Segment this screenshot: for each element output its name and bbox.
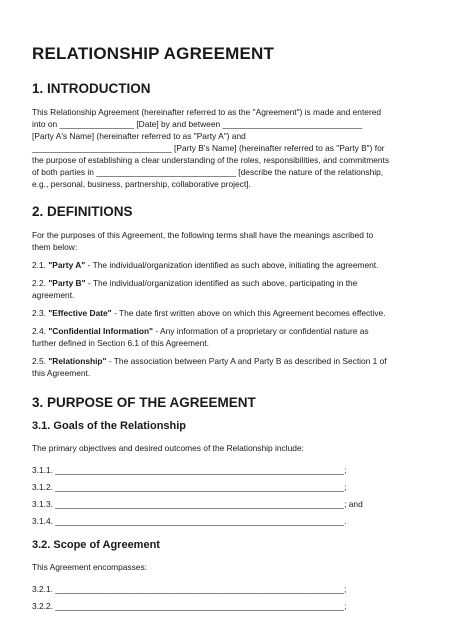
goal-number: 3.1.4. <box>32 516 53 526</box>
definition-number: 2.1. <box>32 260 46 270</box>
scope-number: 3.2.2. <box>32 601 53 611</box>
definition-line <box>32 277 442 289</box>
scope-item <box>32 600 442 612</box>
definition-number: 2.2. <box>32 278 46 288</box>
definition-number: 2.5. <box>32 356 46 366</box>
goal-end: ; and <box>344 499 363 509</box>
definition-item <box>32 259 442 271</box>
goal-item <box>32 498 442 510</box>
goal-item <box>32 464 442 476</box>
goal-number: 3.1.1. <box>32 465 53 475</box>
definition-term: "Party B" <box>48 278 86 288</box>
definition-item <box>32 325 442 349</box>
intro-line: [Party A's Name] (hereinafter referred to as "Party A") and <box>32 131 246 141</box>
goal-item <box>32 481 442 493</box>
definition-number: 2.4. <box>32 326 46 336</box>
document-title: RELATIONSHIP AGREEMENT <box>32 44 275 63</box>
goal-end: ; <box>344 465 347 475</box>
definition-line <box>32 259 442 271</box>
goal-number: 3.1.3. <box>32 499 53 509</box>
definition-text: - The individual/organization identified as such above, participating in the <box>85 278 358 288</box>
definition-term: "Party A" <box>48 260 86 270</box>
definition-term: "Confidential Information" <box>48 326 154 336</box>
scope-blank: ______________________________________________________________ <box>55 601 345 611</box>
goal-end: ; <box>344 482 347 492</box>
definition-line <box>32 325 442 337</box>
goals-intro: The primary objectives and desired outcomes of the Relationship include: <box>32 443 304 453</box>
definitions-intro-line: For the purposes of this Agreement, the following terms shall have the meanings ascribed to <box>32 230 374 240</box>
definition-line <box>32 307 442 319</box>
goal-number: 3.1.2. <box>32 482 53 492</box>
section-heading-definitions: 2. DEFINITIONS <box>32 204 133 219</box>
definition-item <box>32 307 442 319</box>
subsection-heading-scope: 3.2. Scope of Agreement <box>32 539 160 551</box>
goal-blank: ______________________________________________________________ <box>55 499 345 509</box>
intro-line: e.g., personal, business, partnership, collaborative project]. <box>32 179 251 189</box>
definition-term: "Relationship" <box>48 356 107 366</box>
intro-line: ______________________________ [Party B's Name] (hereinafter referred to as "Party B") for <box>32 143 385 153</box>
definition-line: further defined in Section 6.1 of this Agreement. <box>32 338 209 348</box>
definitions-intro <box>32 229 442 253</box>
subsection-heading-goals: 3.1. Goals of the Relationship <box>32 420 187 432</box>
intro-line: of both parties in ______________________________ [describe the nature of the relationship, <box>32 167 384 177</box>
definition-number: 2.3. <box>32 308 46 318</box>
scope-end: ; <box>344 584 347 594</box>
definition-text: - The individual/organization identified as such above, initiating the agreement. <box>85 260 379 270</box>
intro-line: the purpose of establishing a clear understanding of the roles, responsibilities, and commitments <box>32 155 390 165</box>
definition-text: - The association between Party A and Party B as described in Section 1 of <box>106 356 387 366</box>
goal-blank: ______________________________________________________________ <box>55 516 345 526</box>
scope-number: 3.2.1. <box>32 584 53 594</box>
section-heading-purpose: 3. PURPOSE OF THE AGREEMENT <box>32 395 256 410</box>
definition-text: - The date first written above on which this Agreement becomes effective. <box>111 308 386 318</box>
intro-line: into on ________________ [Date] by and between ______________________________ <box>32 119 363 129</box>
scope-end: ; <box>344 601 347 611</box>
definition-text: - Any information of a proprietary or confidential nature as <box>153 326 369 336</box>
scope-intro: This Agreement encompasses: <box>32 562 147 572</box>
scope-item <box>32 583 442 595</box>
goal-blank: ______________________________________________________________ <box>55 482 345 492</box>
definition-line: agreement. <box>32 290 75 300</box>
scope-blank: ______________________________________________________________ <box>55 584 345 594</box>
goal-end: . <box>344 516 347 526</box>
definition-line <box>32 355 442 367</box>
definitions-intro-line: them below: <box>32 242 78 252</box>
section-heading-introduction: 1. INTRODUCTION <box>32 81 151 96</box>
goal-item <box>32 515 442 527</box>
intro-line: This Relationship Agreement (hereinafter referred to as the "Agreement") is made and entered <box>32 107 382 117</box>
goal-blank: ______________________________________________________________ <box>55 465 345 475</box>
definition-line: this Agreement. <box>32 368 91 378</box>
introduction-paragraph <box>32 106 442 190</box>
definition-item <box>32 355 442 379</box>
definition-term: "Effective Date" <box>48 308 112 318</box>
definition-item <box>32 277 442 301</box>
